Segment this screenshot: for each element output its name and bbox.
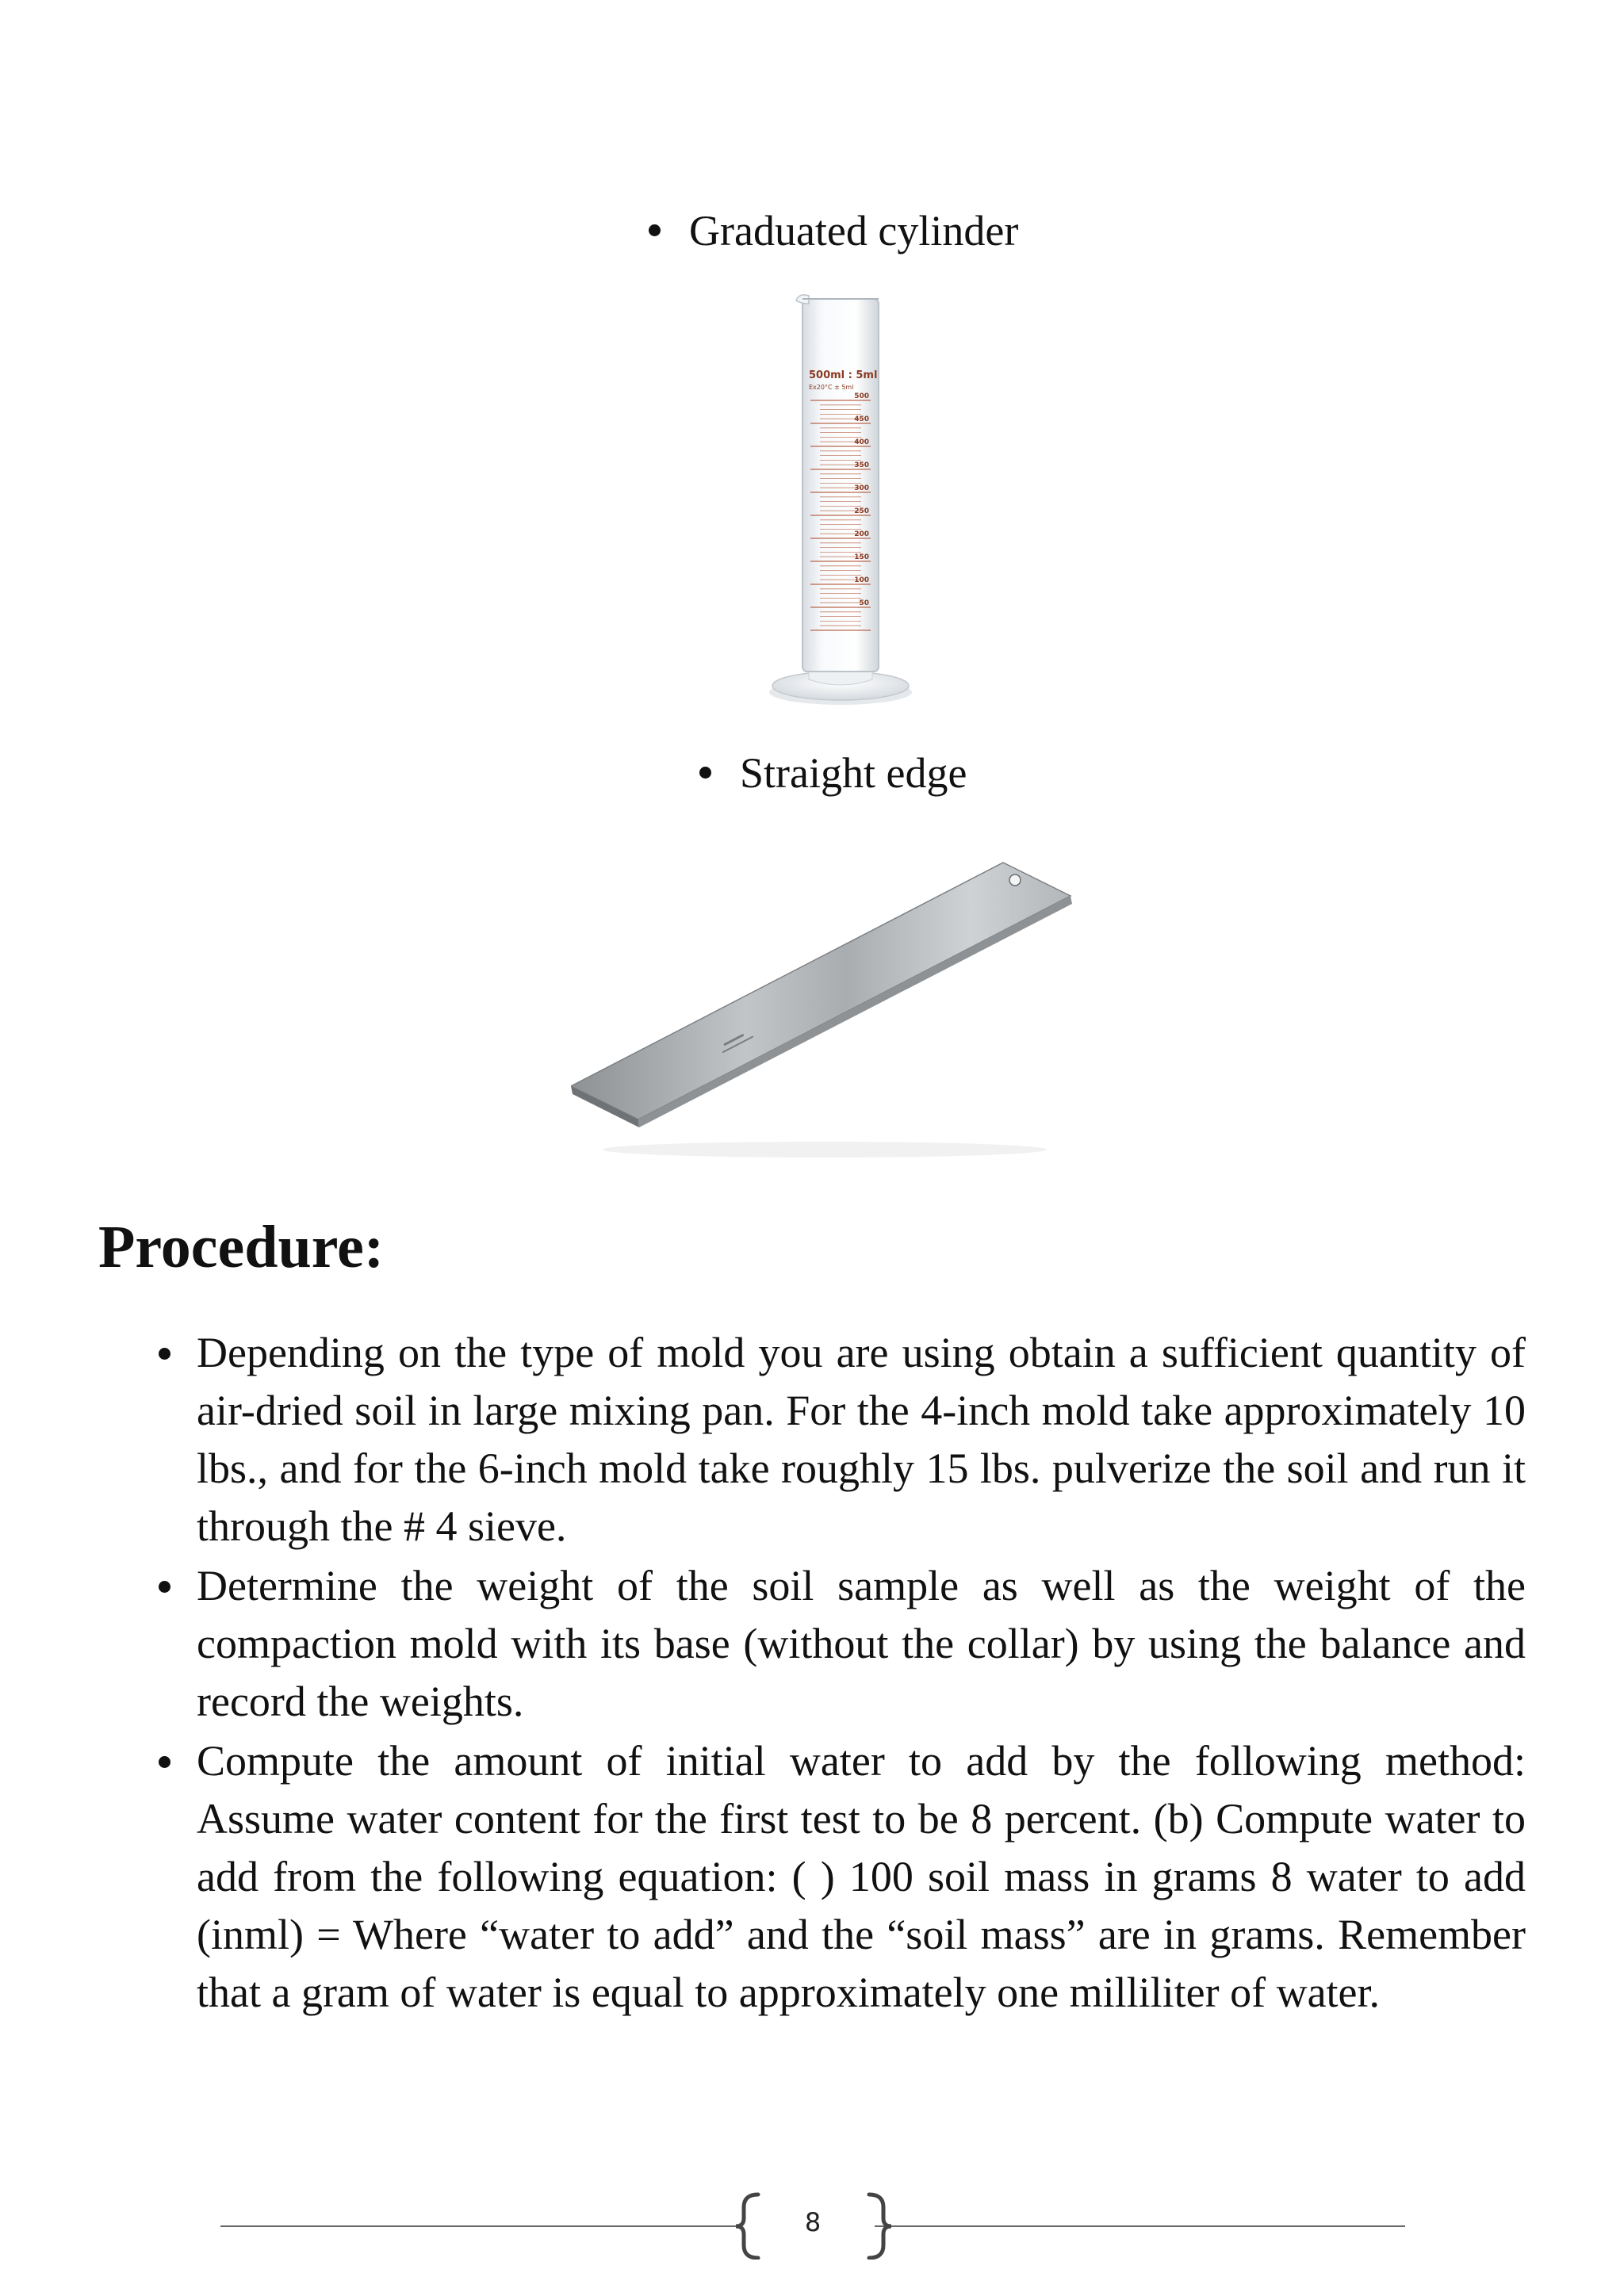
- equipment-item-straight-edge: [699, 749, 967, 797]
- scale-label: 300: [854, 484, 869, 492]
- scale-label: 200: [854, 530, 869, 538]
- scale-label: 500: [854, 392, 869, 400]
- graduated-cylinder-image: [761, 289, 920, 710]
- bullet-icon: [649, 224, 661, 236]
- procedure-step: Depending on the type of mold you are using obtain a sufficient quantity of air-dried soil in large mixing pan. For the 4-inch mold take approximately 10 lbs., and for the 6-inch mold take roughly 15 lbs. pulverize the soil and run it through the # 4 sieve.: [197, 1324, 1526, 1556]
- scale-label: 400: [854, 438, 869, 446]
- scale-label: 250: [854, 507, 869, 515]
- equipment-item-label: Graduated cylinder: [689, 207, 1019, 254]
- scale-label: 100: [854, 576, 869, 584]
- straight-edge-image: [571, 848, 1086, 1165]
- equipment-item-graduated-cylinder: [649, 209, 1018, 252]
- cylinder-spec-label: Ex20°C ± 5ml: [809, 384, 854, 391]
- page-footer: [220, 2188, 1405, 2260]
- equipment-item-label: Straight edge: [740, 749, 967, 797]
- page-number: 8: [804, 2207, 822, 2237]
- procedure-step: Determine the weight of the soil sample as well as the weight of the compaction mold with its base (without the collar) by using the balance and record the weights.: [197, 1557, 1526, 1731]
- scale-label: 150: [854, 553, 869, 561]
- procedure-step: Compute the amount of initial water to add by the following method: Assume water content for the first test to be 8 percent. (b) Compute water to add from the following equation: ( ) 100 soil mass in grams 8 water to add (inml) = Where “water to add” and the “soil mass” are in grams. Remember that a gram of water is equal to approximately one milliliter of water.: [197, 1732, 1526, 2022]
- cylinder-capacity-label: 500ml : 5ml: [809, 369, 878, 381]
- section-heading-procedure: Procedure:: [98, 1214, 385, 1280]
- scale-label: 350: [854, 461, 869, 469]
- bullet-icon: [699, 767, 711, 779]
- scale-label: 50: [859, 599, 869, 607]
- scale-label: 450: [854, 415, 869, 423]
- procedure-steps-list: [197, 1324, 1526, 2023]
